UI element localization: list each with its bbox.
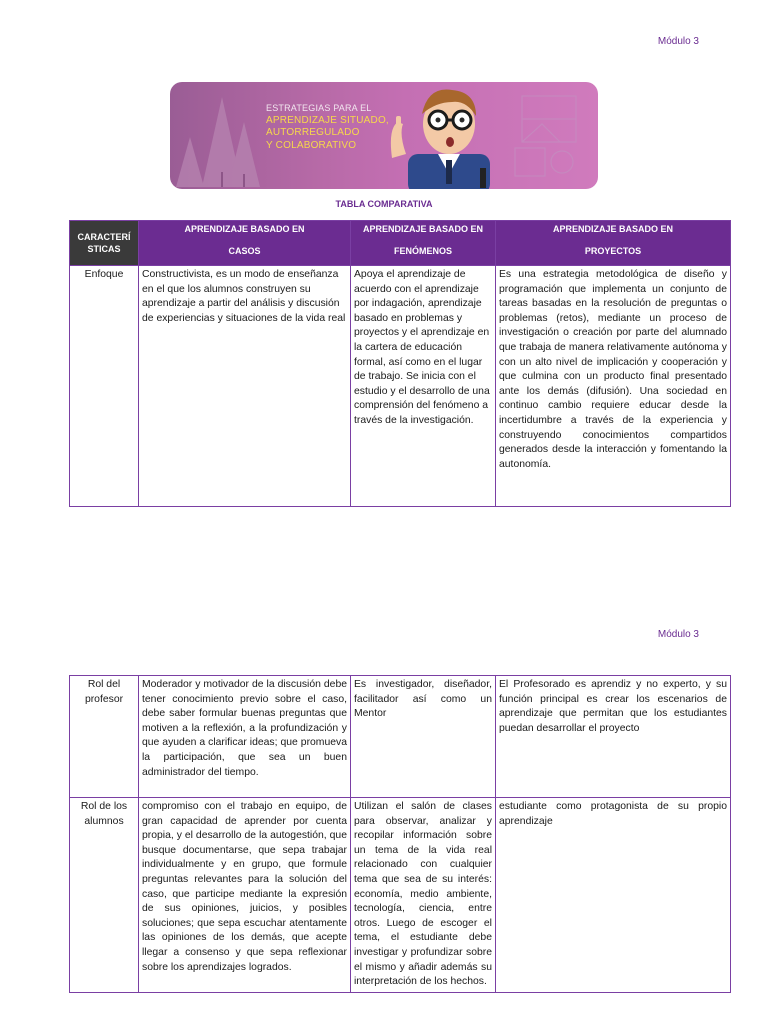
cell-casos: compromiso con el trabajo en equipo, de gran capacidad de aprender por cuenta propia, y el desarrollo de la autogestión, que busque documentarse, que sepa trabajar individualmente y en grupo, que formule preguntas relevantes para la solución del caso, que participe mediante la expresión de sus opiniones, juicios, y posibles soluciones; que sepa escuchar atentamente las opiniones de los demás, que acepte llegar a consenso y que sepa reflexionar sobre los aprendizajes logrados. bbox=[139, 798, 351, 993]
header-casos-line2: CASOS bbox=[228, 246, 261, 256]
header-proyectos bbox=[496, 221, 731, 266]
header-casos-line1: APRENDIZAJE BASADO EN bbox=[184, 224, 305, 234]
cell-fenomenos: Utilizan el salón de clases para observar, analizar y recopilar información sobre un tema de la vida real relacionado con cualquier tema que sea de su interés: economía, medio ambiente, tecnología, ciencia, entre otros. Luego de escoger el tema, el estudiante debe investigar y profundizar sobre el mismo y añadir además su interpretación de los hechos. bbox=[351, 798, 496, 993]
header-caracteristicas bbox=[70, 221, 139, 266]
cell-fenomenos: Es investigador, diseñador, facilitador así como un Mentor bbox=[351, 676, 496, 798]
cell-casos: Constructivista, es un modo de enseñanza en el que los alumnos construyen su aprendizaje a partir del análisis y discusión de experiencias y situaciones de la vida real bbox=[139, 266, 351, 507]
table-row bbox=[70, 676, 731, 798]
banner-line-0: ESTRATEGIAS PARA EL bbox=[266, 103, 372, 113]
header-caracteristicas-line1: CARACTERÍ bbox=[77, 232, 131, 242]
header-proyectos-line1: APRENDIZAJE BASADO EN bbox=[552, 224, 673, 234]
header-caracteristicas-line2: STICAS bbox=[87, 244, 121, 254]
header-fenomenos bbox=[351, 221, 496, 266]
table-title: TABLA COMPARATIVA bbox=[335, 199, 433, 209]
table-row bbox=[70, 798, 731, 993]
table-row bbox=[70, 266, 731, 507]
header-fenomenos-line1: APRENDIZAJE BASADO EN bbox=[362, 224, 483, 234]
banner-line-1: APRENDIZAJE SITUADO, bbox=[266, 114, 389, 126]
cell-fenomenos: Apoya el aprendizaje de acuerdo con el aprendizaje por indagación, aprendizaje basado en problemas y proyectos y el aprendizaje en la cartera de educación formal, así como en el lugar de trabajo. Se inicia con el estudio y el desarrollo de una comprensión del fenómeno a través de la investigación. bbox=[351, 266, 496, 507]
module-label-page2: Módulo 3 bbox=[657, 629, 699, 640]
header-proyectos-line2: PROYECTOS bbox=[584, 246, 642, 256]
banner-line-2: AUTORREGULADO bbox=[266, 127, 360, 138]
cell-proyectos: estudiante como protagonista de su propio aprendizaje bbox=[496, 798, 731, 993]
cell-casos: Moderador y motivador de la discusión debe tener conocimiento previo sobre el caso, debe saber formular buenas preguntas que motiven a la reflexión, a la profundización y que ayuden a clarificar ideas; que promueva la participación, que sea un buen administrador del tiempo. bbox=[139, 676, 351, 798]
comparison-table-page1 bbox=[69, 220, 731, 507]
cell-proyectos: Es una estrategia metodológica de diseño y programación que implementa un conjunto de tareas basadas en la resolución de preguntas o problemas (retos), mediante un proceso de investigación o creación por parte del alumnado que trabaja de manera relativamente autónoma y con un alto nivel de implicación y cooperación y que culmina con un producto final presentado ante los demás (difusión). Una sociedad en continuo cambio requiere educar desde la incertidumbre a través de la experiencia y construyendo conocimientos compartidos generados desde la interacción y fomentando la autonomía. bbox=[496, 266, 731, 507]
header-casos bbox=[139, 221, 351, 266]
header-fenomenos-line2: FENÓMENOS bbox=[393, 246, 452, 256]
comparison-table-page2 bbox=[69, 675, 731, 993]
banner bbox=[170, 82, 598, 189]
banner-title bbox=[266, 102, 389, 152]
row-label: Rol del profesor bbox=[70, 676, 139, 798]
module-label: Módulo 3 bbox=[657, 36, 699, 47]
row-label: Enfoque bbox=[70, 266, 139, 507]
cell-proyectos: El Profesorado es aprendiz y no experto, y su función principal es crear los escenarios de aprendizaje que permitan que los estudiantes puedan desarrollar el proyecto bbox=[496, 676, 731, 798]
row-label: Rol de los alumnos bbox=[70, 798, 139, 993]
banner-line-3: Y COLABORATIVO bbox=[266, 139, 357, 151]
